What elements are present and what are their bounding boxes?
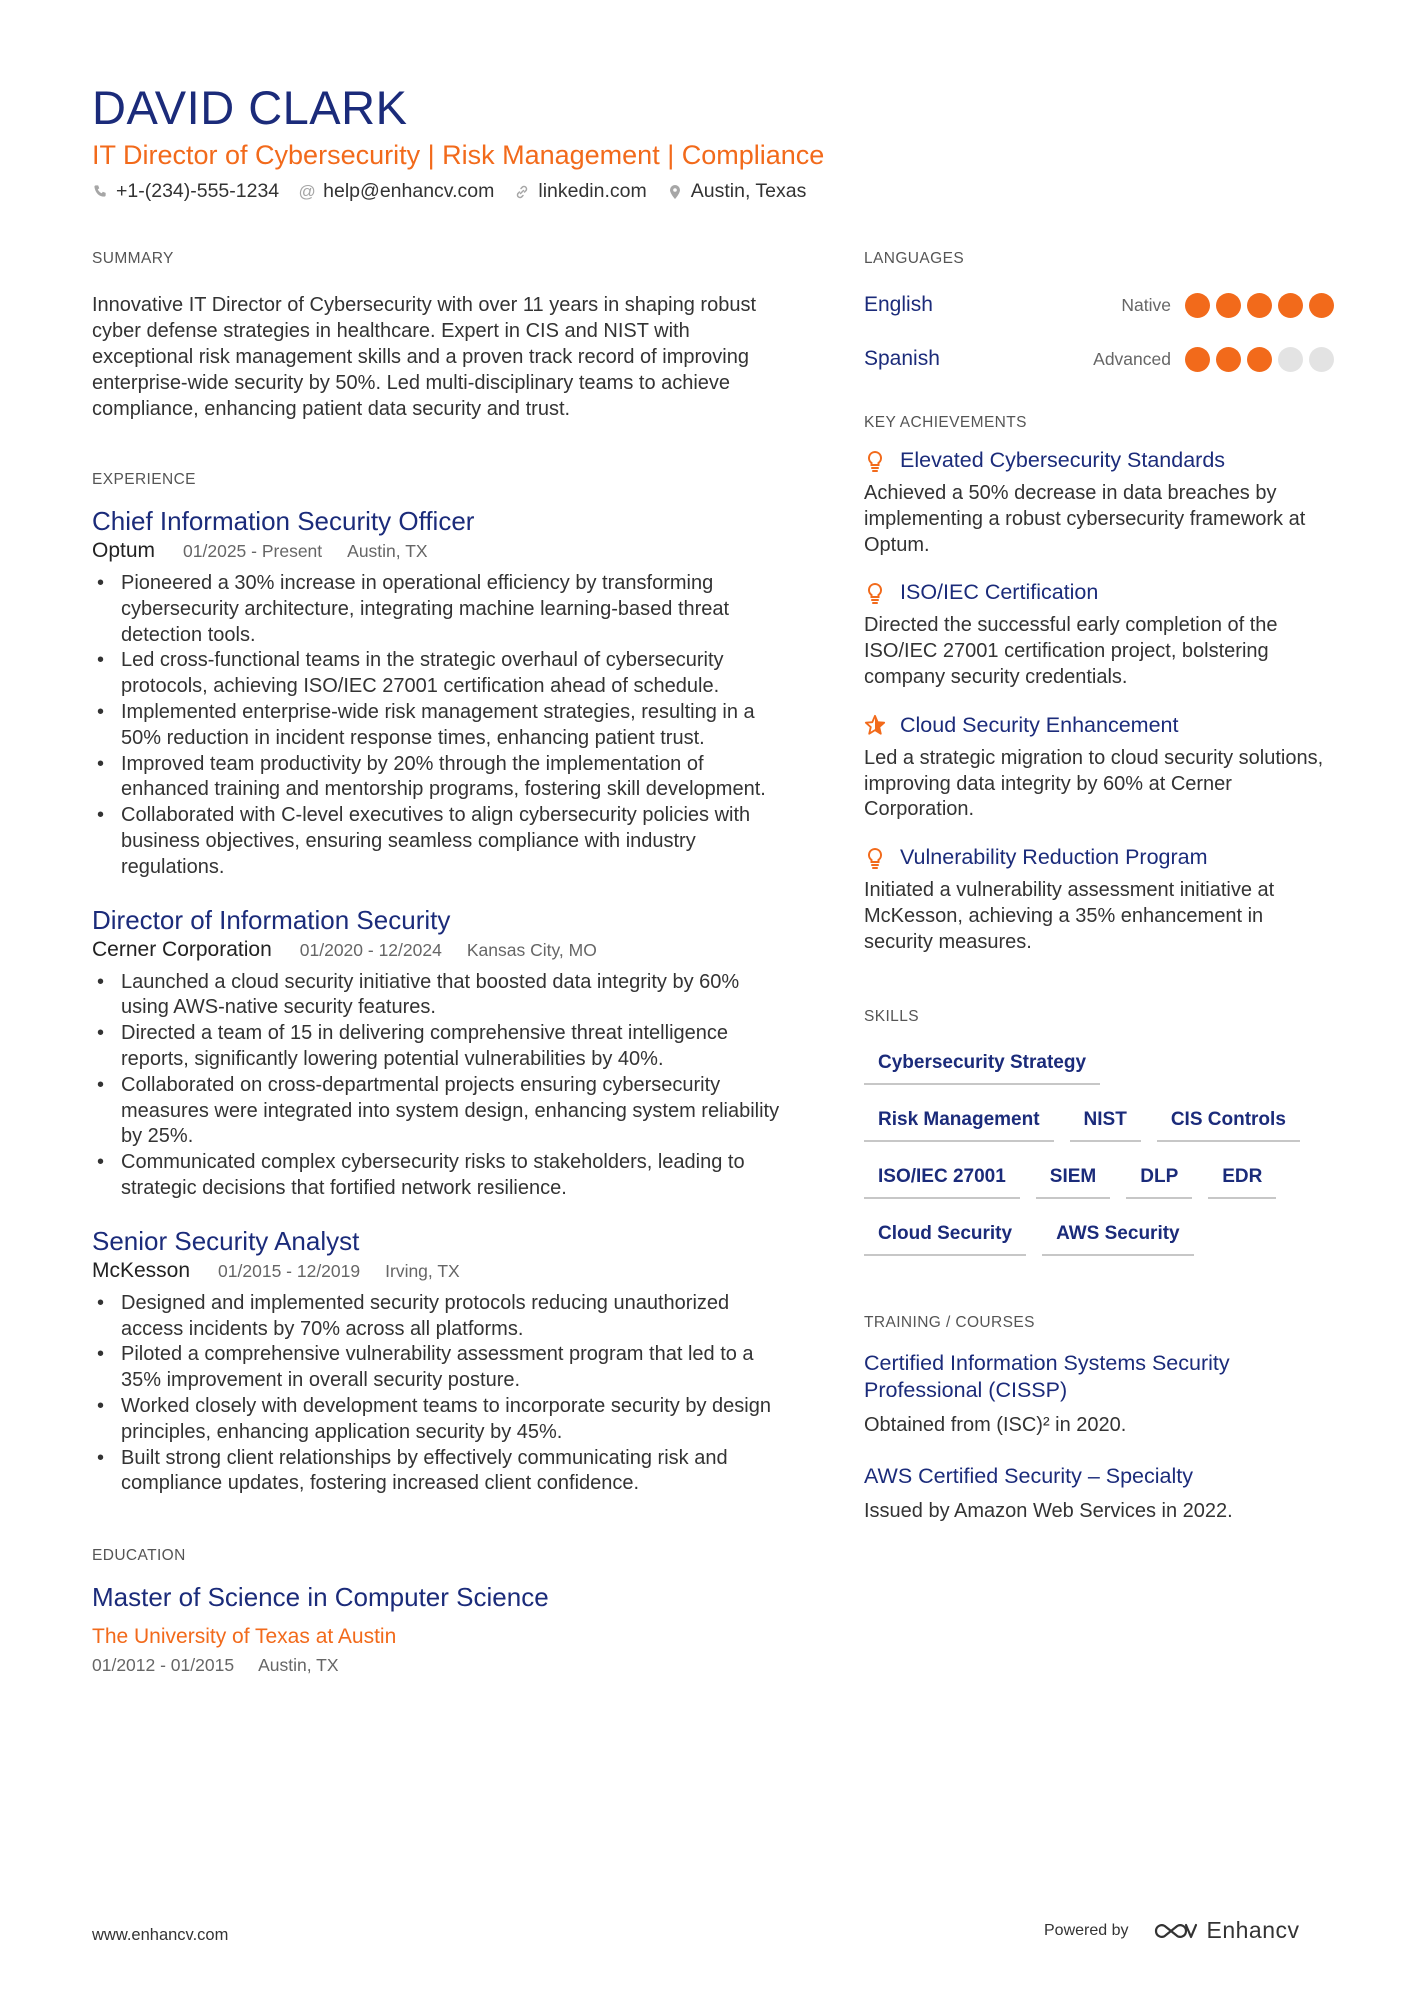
enhancv-brand-text: Enhancv bbox=[1206, 1917, 1300, 1943]
edu-school: The University of Texas at Austin bbox=[92, 1625, 397, 1649]
job-bullets bbox=[92, 571, 792, 881]
contact-linkedin[interactable] bbox=[514, 180, 646, 203]
achievement-item bbox=[864, 845, 1334, 955]
proficiency-dot-filled bbox=[1216, 347, 1241, 372]
star-icon bbox=[864, 714, 886, 736]
experience-entry-3 bbox=[92, 1226, 792, 1497]
skill-tag: Cloud Security bbox=[864, 1221, 1026, 1256]
job-meta bbox=[92, 1259, 792, 1283]
job-title: Director of Information Security bbox=[92, 904, 451, 935]
job-location: Irving, TX bbox=[385, 1260, 460, 1281]
job-company: Optum bbox=[92, 539, 156, 562]
right-column bbox=[864, 250, 1334, 1523]
bullet: • Designed and implemented security protocols reducing unauthorized access incidents by 70% across all platforms. bbox=[92, 1291, 792, 1343]
bullet: • Piloted a comprehensive vulnerability assessment program that led to a 35% improvement in overall security posture. bbox=[92, 1342, 792, 1394]
skill-tag: ISO/IEC 27001 bbox=[864, 1164, 1020, 1199]
contact-email-text: help@enhancv.com bbox=[323, 180, 495, 202]
enhancv-logo[interactable] bbox=[1153, 1917, 1300, 1944]
contact-bar bbox=[92, 180, 806, 203]
skill-tag: Cybersecurity Strategy bbox=[864, 1050, 1100, 1085]
lightbulb-icon bbox=[864, 582, 886, 604]
training-heading: TRAINING / COURSES bbox=[864, 1313, 1035, 1331]
proficiency-dots bbox=[1185, 293, 1334, 318]
bullet: • Pioneered a 30% increase in operational efficiency by transforming cybersecurity architecture, integrating machine learning-based threat detection tools. bbox=[92, 571, 792, 648]
achievement-title: ISO/IEC Certification bbox=[900, 580, 1099, 605]
skills-heading: SKILLS bbox=[864, 1007, 919, 1025]
job-date: 01/2015 - 12/2019 bbox=[218, 1260, 361, 1281]
job-meta bbox=[92, 539, 792, 563]
job-company: McKesson bbox=[92, 1258, 191, 1282]
course-item bbox=[864, 1463, 1334, 1523]
language-level: Advanced bbox=[1093, 348, 1171, 369]
course-title: AWS Certified Security – Specialty bbox=[864, 1463, 1193, 1488]
proficiency-dot-filled bbox=[1185, 293, 1210, 318]
job-location: Austin, TX bbox=[347, 541, 428, 561]
achievement-item bbox=[864, 580, 1334, 690]
job-location: Kansas City, MO bbox=[466, 939, 597, 960]
language-name: Spanish bbox=[864, 347, 940, 370]
bullet: • Collaborated with C-level executives to align cybersecurity policies with business objectives, ensuring seamless compliance with industry regulations. bbox=[92, 803, 792, 880]
contact-linkedin-text: linkedin.com bbox=[538, 180, 647, 202]
course-item bbox=[864, 1350, 1334, 1437]
left-column bbox=[92, 250, 792, 1676]
contact-email[interactable] bbox=[299, 180, 494, 203]
link-icon bbox=[514, 184, 530, 200]
achievement-title: Vulnerability Reduction Program bbox=[900, 845, 1208, 870]
achievement-title: Cloud Security Enhancement bbox=[900, 712, 1179, 737]
skill-tag: EDR bbox=[1208, 1164, 1276, 1199]
phone-icon bbox=[92, 184, 108, 199]
achievement-desc: Led a strategic migration to cloud security solutions, improving data integrity by 60% at Cerner Corporation. bbox=[864, 746, 1324, 821]
at-icon: @ bbox=[298, 181, 316, 201]
proficiency-dot-filled bbox=[1185, 347, 1210, 372]
languages-list bbox=[864, 290, 1334, 374]
contact-location bbox=[667, 180, 807, 203]
job-date: 01/2025 - Present bbox=[183, 541, 323, 561]
footer-branding bbox=[1044, 1917, 1300, 1944]
proficiency-dot-empty bbox=[1309, 347, 1334, 372]
skill-tag: AWS Security bbox=[1042, 1221, 1194, 1256]
summary-text: Innovative IT Director of Cybersecurity with over 11 years in shaping robust cyber defense strategies in healthcare. Expert in CIS and NIST with exceptional risk management skills and a proven track record of improving enterprise-wide security by 50%. Led multi-disciplinary teams to achieve compliance, enhancing patient data security and trust. bbox=[92, 294, 757, 420]
job-company: Cerner Corporation bbox=[92, 937, 272, 961]
achievement-item bbox=[864, 448, 1334, 558]
bullet: • Led cross-functional teams in the strategic overhaul of cybersecurity protocols, achieving ISO/IEC 27001 certification ahead of schedule. bbox=[92, 648, 792, 700]
skills-list bbox=[864, 1050, 1324, 1256]
skill-tag: SIEM bbox=[1036, 1164, 1110, 1199]
language-level: Native bbox=[1121, 294, 1171, 315]
bullet: • Launched a cloud security initiative that boosted data integrity by 60% using AWS-native security features. bbox=[92, 970, 792, 1022]
candidate-name: DAVID CLARK bbox=[92, 81, 408, 134]
course-desc: Issued by Amazon Web Services in 2022. bbox=[864, 1499, 1233, 1522]
achievement-title: Elevated Cybersecurity Standards bbox=[900, 448, 1226, 472]
language-name: English bbox=[864, 293, 933, 316]
achievement-desc: Initiated a vulnerability assessment initiative at McKesson, achieving a 35% enhancement in security measures. bbox=[864, 879, 1275, 953]
job-title: Chief Information Security Officer bbox=[92, 506, 475, 536]
language-item bbox=[864, 290, 1334, 320]
job-bullets bbox=[92, 1291, 792, 1497]
achievements-heading: KEY ACHIEVEMENTS bbox=[864, 414, 1027, 431]
proficiency-dot-filled bbox=[1247, 293, 1272, 318]
skill-tag: NIST bbox=[1070, 1107, 1141, 1142]
contact-location-text: Austin, Texas bbox=[690, 180, 807, 202]
education-heading: EDUCATION bbox=[92, 1547, 186, 1565]
edu-degree: Master of Science in Computer Science bbox=[92, 1582, 549, 1613]
proficiency-dot-filled bbox=[1278, 293, 1303, 318]
bullet: • Implemented enterprise-wide risk management strategies, resulting in a 50% reduction in incident response times, enhancing patient trust. bbox=[92, 700, 792, 752]
footer-website[interactable]: www.enhancv.com bbox=[92, 1926, 229, 1944]
experience-entry-2 bbox=[92, 905, 792, 1202]
proficiency-dot-filled bbox=[1216, 293, 1241, 318]
language-item bbox=[864, 344, 1334, 374]
lightbulb-icon bbox=[864, 450, 886, 472]
skill-tag: DLP bbox=[1126, 1164, 1192, 1199]
achievement-desc: Achieved a 50% decrease in data breaches by implementing a robust cybersecurity framework at Optum. bbox=[864, 482, 1306, 556]
contact-phone-text: +1-(234)-555-1234 bbox=[116, 180, 280, 202]
powered-by-label: Powered by bbox=[1044, 1921, 1129, 1939]
enhancv-logo-icon bbox=[1153, 1919, 1199, 1943]
bullet: • Built strong client relationships by effectively communicating risk and compliance updates, fostering increased client confidence. bbox=[92, 1446, 792, 1498]
contact-phone[interactable] bbox=[92, 180, 279, 203]
proficiency-dots bbox=[1185, 347, 1334, 372]
job-bullets bbox=[92, 970, 792, 1202]
skill-tag: Risk Management bbox=[864, 1107, 1054, 1142]
bullet: • Directed a team of 15 in delivering comprehensive threat intelligence reports, significantly lowering potential vulnerabilities by 40%. bbox=[92, 1021, 792, 1073]
job-title: Senior Security Analyst bbox=[92, 1225, 360, 1256]
proficiency-dot-filled bbox=[1309, 293, 1334, 318]
edu-date: 01/2012 - 01/2015 bbox=[92, 1655, 235, 1676]
languages-heading: LANGUAGES bbox=[864, 250, 965, 267]
course-desc: Obtained from (ISC)² in 2020. bbox=[864, 1413, 1127, 1436]
bullet: • Improved team productivity by 20% through the implementation of enhanced training and mentorship programs, fostering skill development. bbox=[92, 752, 792, 804]
summary-heading: SUMMARY bbox=[92, 250, 174, 267]
bullet: • Worked closely with development teams to incorporate security by design principles, enhancing application security by 45%. bbox=[92, 1394, 792, 1446]
achievement-item bbox=[864, 713, 1334, 823]
course-title: Certified Information Systems Security Professional (CISSP) bbox=[864, 1350, 1230, 1402]
location-pin-icon bbox=[667, 184, 683, 200]
proficiency-dot-filled bbox=[1247, 347, 1272, 372]
bullet: • Communicated complex cybersecurity risks to stakeholders, leading to strategic decisions that fortified network resilience. bbox=[92, 1150, 792, 1202]
experience-entry-1 bbox=[92, 506, 792, 881]
edu-location: Austin, TX bbox=[258, 1655, 339, 1676]
proficiency-dot-empty bbox=[1278, 347, 1303, 372]
edu-meta bbox=[92, 1655, 792, 1676]
education-entry bbox=[92, 1582, 792, 1676]
lightbulb-icon bbox=[864, 847, 886, 869]
job-meta bbox=[92, 938, 792, 962]
candidate-title: IT Director of Cybersecurity | Risk Management | Compliance bbox=[92, 140, 825, 170]
achievement-desc: Directed the successful early completion of the ISO/IEC 27001 certification project, bolstering company security credentials. bbox=[864, 614, 1278, 688]
skill-tag: CIS Controls bbox=[1157, 1107, 1300, 1142]
bullet: • Collaborated on cross-departmental projects ensuring cybersecurity measures were integrated into system design, enhancing system reliability by 25%. bbox=[92, 1073, 792, 1150]
job-date: 01/2020 - 12/2024 bbox=[299, 939, 442, 960]
experience-heading: EXPERIENCE bbox=[92, 471, 196, 488]
